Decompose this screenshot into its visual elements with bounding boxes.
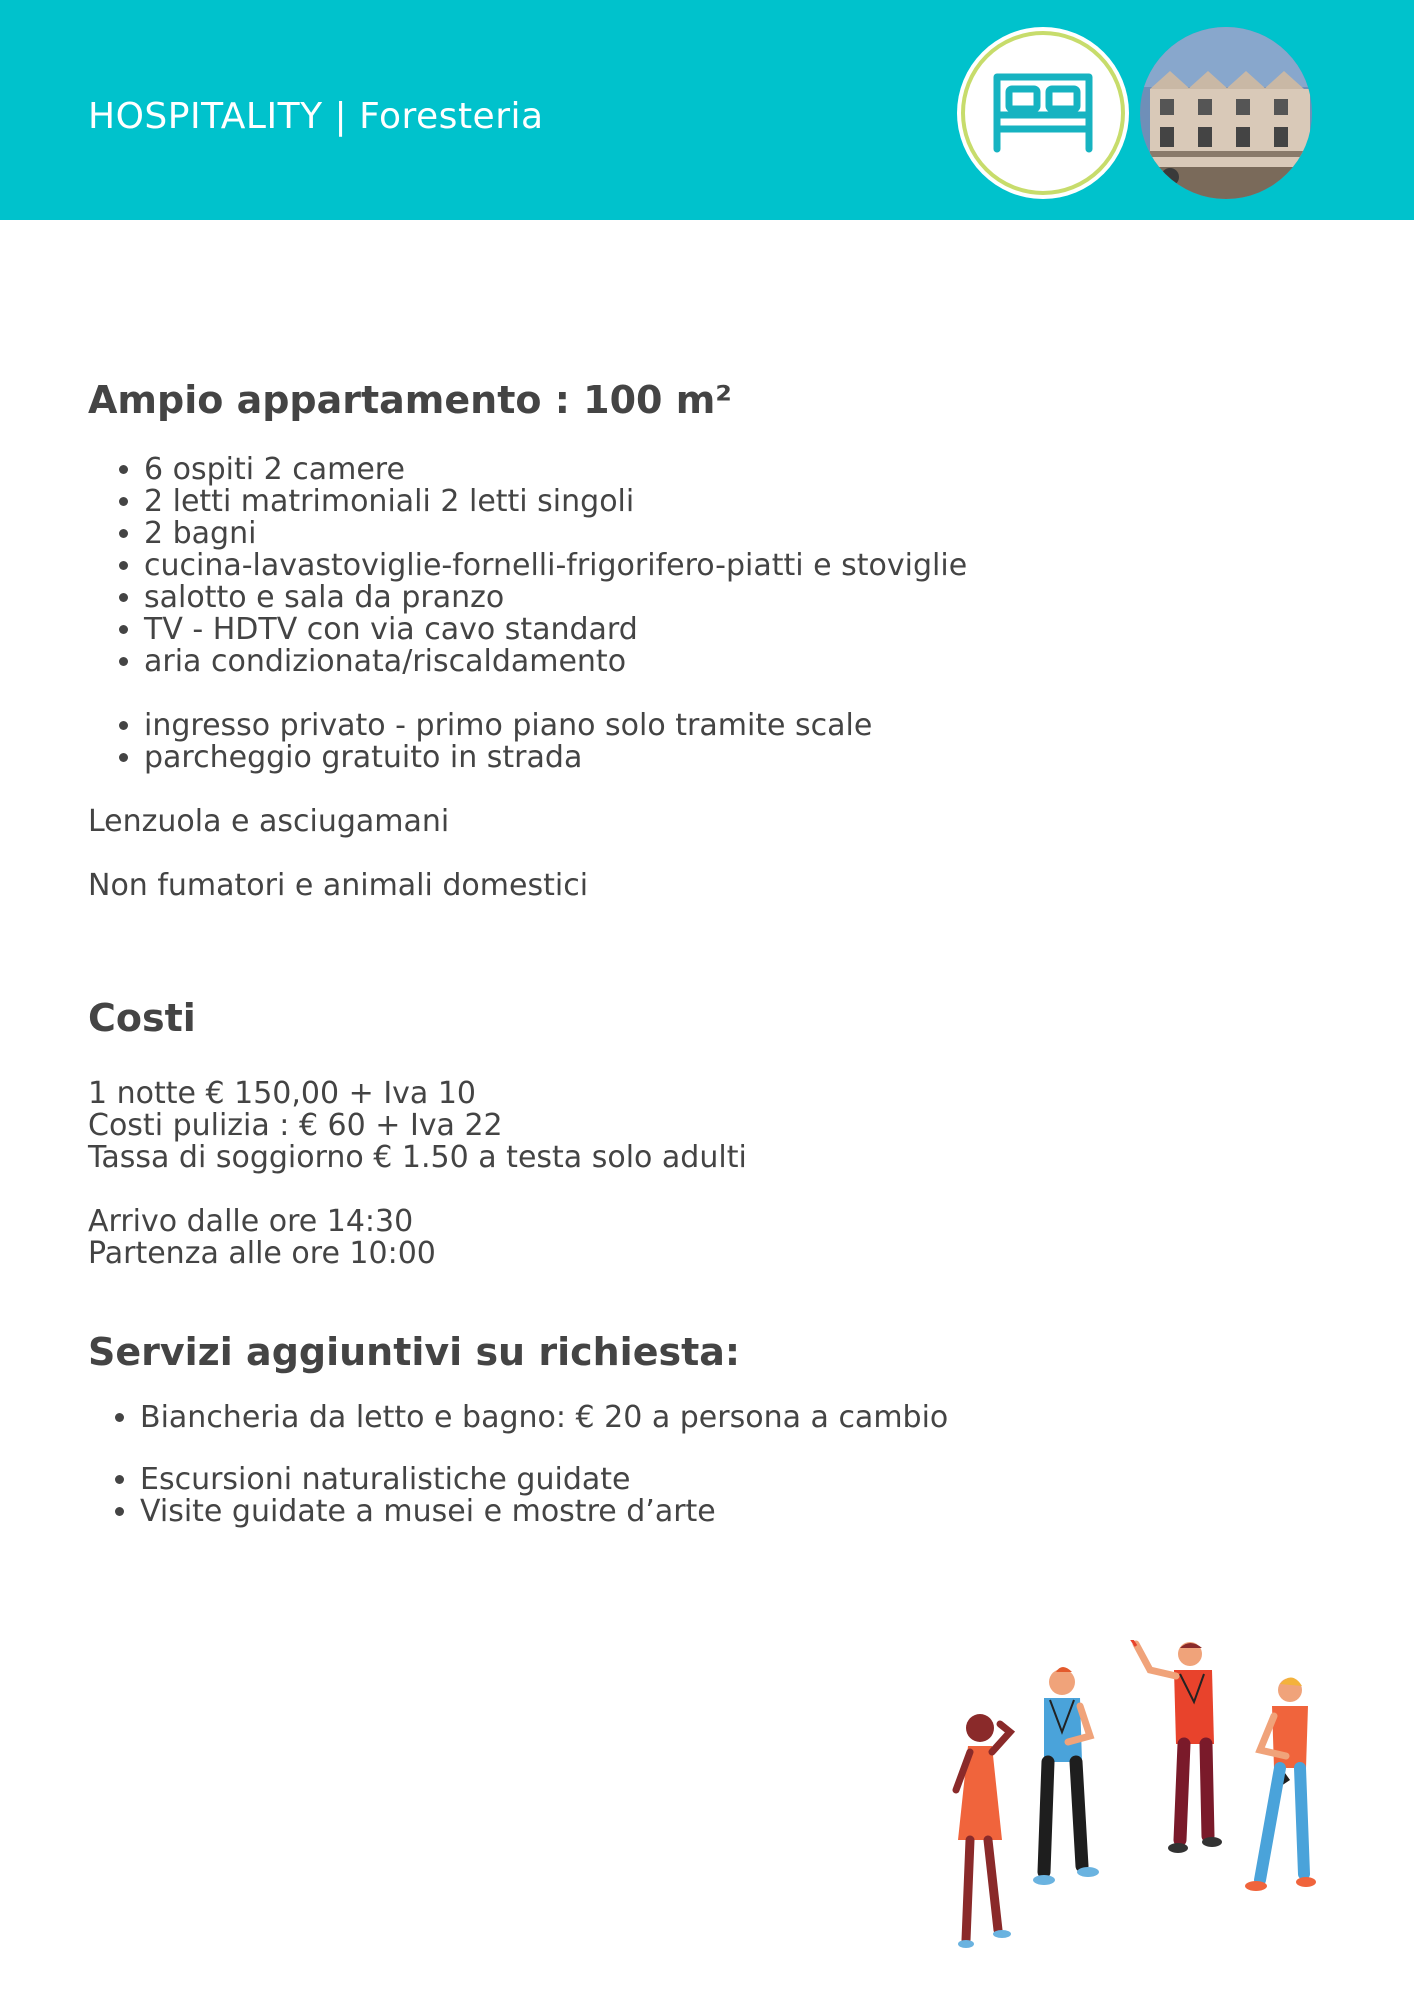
list-item: • 2 letti matrimoniali 2 letti singoli (144, 486, 967, 518)
cost-line: Costi pulizia : € 60 + Iva 22 (88, 1108, 503, 1143)
list-item: • cucina-lavastoviglie-fornelli-frigorifero-piatti e stoviglie (144, 550, 967, 582)
bed-icon (957, 27, 1129, 199)
bed-icon-badge (957, 27, 1129, 199)
apartment-access-list (88, 710, 872, 774)
linens-note: Lenzuola e asciugamani (88, 804, 450, 839)
list-item: • Escursioni naturalistiche guidate (140, 1464, 716, 1496)
tourist-figure (1245, 1677, 1316, 1891)
list-item: • parcheggio gratuito in strada (144, 742, 872, 774)
list-item: • 2 bagni (144, 518, 967, 550)
apartment-heading: Ampio appartamento : 100 m² (88, 378, 732, 422)
list-item: • ingresso privato - primo piano solo tramite scale (144, 710, 872, 742)
list-item: • salotto e sala da pranzo (144, 582, 967, 614)
cost-line: Tassa di soggiorno € 1.50 a testa solo adulti (88, 1140, 747, 1175)
list-item: • Biancheria da letto e bagno: € 20 a persona a cambio (140, 1402, 948, 1434)
list-item: • Visite guidate a musei e mostre d’arte (140, 1496, 716, 1528)
services-heading: Servizi aggiuntivi su richiesta: (88, 1330, 741, 1374)
tourist-figure (1128, 1640, 1222, 1853)
house-rules-note: Non fumatori e animali domestici (88, 868, 589, 903)
list-item: • aria condizionata/riscaldamento (144, 646, 967, 678)
building-photo (1140, 27, 1312, 199)
list-item: • 6 ospiti 2 camere (144, 454, 967, 486)
services-list-a (88, 1402, 948, 1434)
cost-line: 1 notte € 150,00 + Iva 10 (88, 1076, 477, 1111)
costs-heading: Costi (88, 996, 196, 1040)
tourist-figure (1033, 1667, 1099, 1885)
page-title: HOSPITALITY | Foresteria (88, 96, 544, 137)
list-item: • TV - HDTV con via cavo standard (144, 614, 967, 646)
tourists-group-illustration (940, 1640, 1340, 1970)
services-list-b (88, 1464, 716, 1528)
checkout-time: Partenza alle ore 10:00 (88, 1236, 436, 1271)
tourist-figure (956, 1714, 1011, 1948)
checkin-time: Arrivo dalle ore 14:30 (88, 1204, 414, 1239)
apartment-features-list (88, 454, 967, 678)
header-bar (0, 0, 1414, 220)
